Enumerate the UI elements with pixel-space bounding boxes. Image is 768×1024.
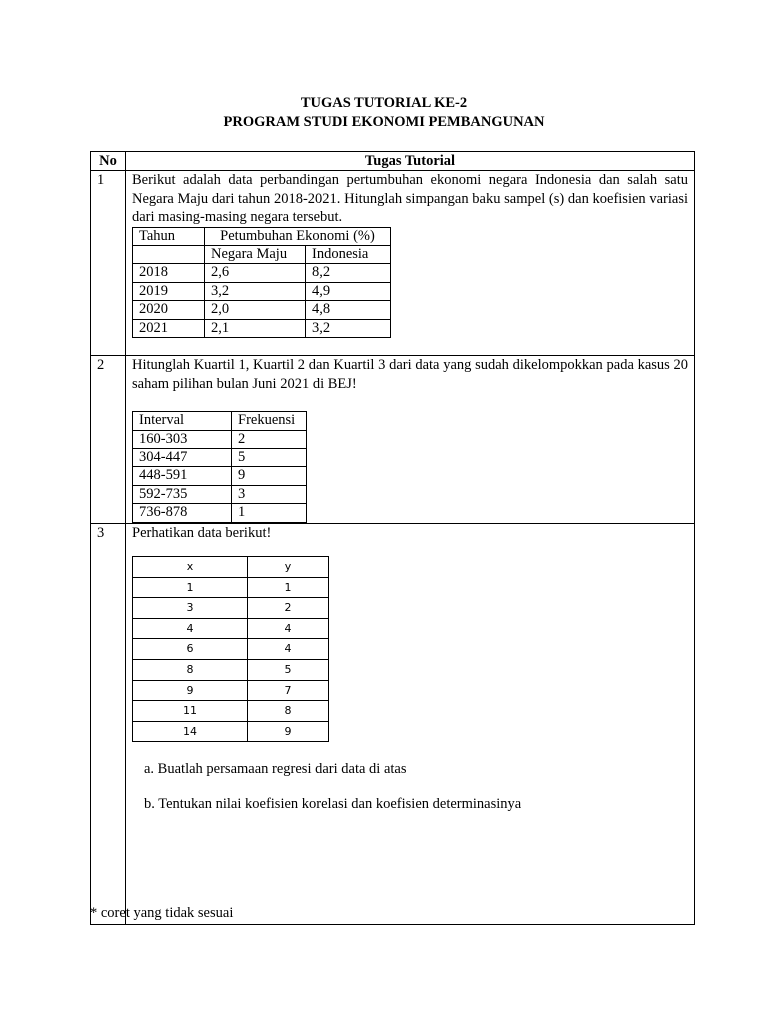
table-row (133, 660, 329, 681)
question-text: Hitunglah Kuartil 1, Kuartil 2 dan Kuartil 3 dari data yang sudah dikelompokkan pada kasus 20 saham pilihan bulan Juni 2021 di BEJ! (132, 357, 688, 392)
table-row (133, 246, 391, 264)
document-title: TUGAS TUTORIAL KE-2 (300, 95, 468, 111)
footnote: * coret yang tidak sesuai (90, 905, 234, 921)
header-growth: Petumbuhan Ekonomi (%) (205, 227, 391, 245)
question-row-3 (91, 523, 695, 924)
x-cell: 8 (133, 660, 248, 681)
table-row (133, 301, 391, 319)
table-row (133, 504, 307, 522)
developed-cell: 2,1 (205, 319, 306, 337)
question-number: 2 (91, 356, 126, 523)
year-cell: 2021 (133, 319, 205, 337)
header-frequency: Frekuensi (232, 412, 307, 430)
year-cell: 2019 (133, 282, 205, 300)
question-text: Berikut adalah data perbandingan pertumbuhan ekonomi negara Indonesia dan salah satu Negara Maju dari tahun 2018-2021. Hitunglah simpangan baku sampel (s) dan koefisien variasi dari masing-masing negara tersebut. (132, 172, 688, 226)
header-indonesia: Indonesia (306, 246, 391, 264)
table-row (133, 639, 329, 660)
question-body (126, 523, 695, 924)
frequency-table (132, 411, 307, 522)
question-row-1 (91, 171, 695, 356)
y-cell: 8 (248, 701, 329, 722)
developed-cell: 2,0 (205, 301, 306, 319)
table-row (133, 680, 329, 701)
table-row (133, 264, 391, 282)
x-cell: 9 (133, 680, 248, 701)
list-item-b: b. Tentukan nilai koefisien korelasi dan koefisien determinasinya (144, 796, 522, 813)
interval-cell: 736-878 (133, 504, 232, 522)
xy-table (132, 556, 329, 742)
year-cell: 2020 (133, 301, 205, 319)
program-title: PROGRAM STUDI EKONOMI PEMBANGUNAN (223, 114, 545, 130)
table-row (133, 577, 329, 598)
table-header-row (91, 152, 695, 171)
interval-cell: 448-591 (133, 467, 232, 485)
question-row-2 (91, 356, 695, 523)
table-row (133, 557, 329, 578)
question-number: 1 (91, 171, 126, 356)
x-cell: 6 (133, 639, 248, 660)
table-row (133, 701, 329, 722)
growth-table (132, 227, 391, 338)
frequency-cell: 5 (232, 449, 307, 467)
indonesia-cell: 4,8 (306, 301, 391, 319)
table-row (133, 319, 391, 337)
table-row (133, 449, 307, 467)
developed-cell: 2,6 (205, 264, 306, 282)
header-y: y (248, 557, 329, 578)
frequency-cell: 2 (232, 430, 307, 448)
table-row (133, 430, 307, 448)
x-cell: 1 (133, 577, 248, 598)
header-task: Tugas Tutorial (126, 152, 695, 171)
tutorial-table (90, 151, 695, 925)
table-row (133, 618, 329, 639)
frequency-cell: 3 (232, 485, 307, 503)
empty-cell (133, 246, 205, 264)
question-text: Perhatikan data berikut! (132, 524, 272, 541)
header-interval: Interval (133, 412, 232, 430)
table-row (133, 598, 329, 619)
table-row (133, 412, 307, 430)
question-body (126, 356, 695, 523)
question-body (126, 171, 695, 356)
header-no: No (91, 152, 126, 171)
y-cell: 1 (248, 577, 329, 598)
developed-cell: 3,2 (205, 282, 306, 300)
y-cell: 5 (248, 660, 329, 681)
table-row (133, 485, 307, 503)
interval-cell: 592-735 (133, 485, 232, 503)
list-item-a: a. Buatlah persamaan regresi dari data di atas (144, 761, 407, 778)
indonesia-cell: 3,2 (306, 319, 391, 337)
header-year: Tahun (133, 227, 205, 245)
y-cell: 2 (248, 598, 329, 619)
y-cell: 9 (248, 721, 329, 742)
interval-cell: 304-447 (133, 449, 232, 467)
table-row (133, 721, 329, 742)
frequency-cell: 9 (232, 467, 307, 485)
question-number: 3 (91, 523, 126, 924)
y-cell: 7 (248, 680, 329, 701)
header-x: x (133, 557, 248, 578)
table-row (133, 227, 391, 245)
x-cell: 14 (133, 721, 248, 742)
frequency-cell: 1 (232, 504, 307, 522)
y-cell: 4 (248, 639, 329, 660)
x-cell: 4 (133, 618, 248, 639)
y-cell: 4 (248, 618, 329, 639)
table-row (133, 282, 391, 300)
interval-cell: 160-303 (133, 430, 232, 448)
header-developed: Negara Maju (205, 246, 306, 264)
table-row (133, 467, 307, 485)
x-cell: 3 (133, 598, 248, 619)
x-cell: 11 (133, 701, 248, 722)
task-list (132, 760, 688, 813)
indonesia-cell: 8,2 (306, 264, 391, 282)
year-cell: 2018 (133, 264, 205, 282)
indonesia-cell: 4,9 (306, 282, 391, 300)
